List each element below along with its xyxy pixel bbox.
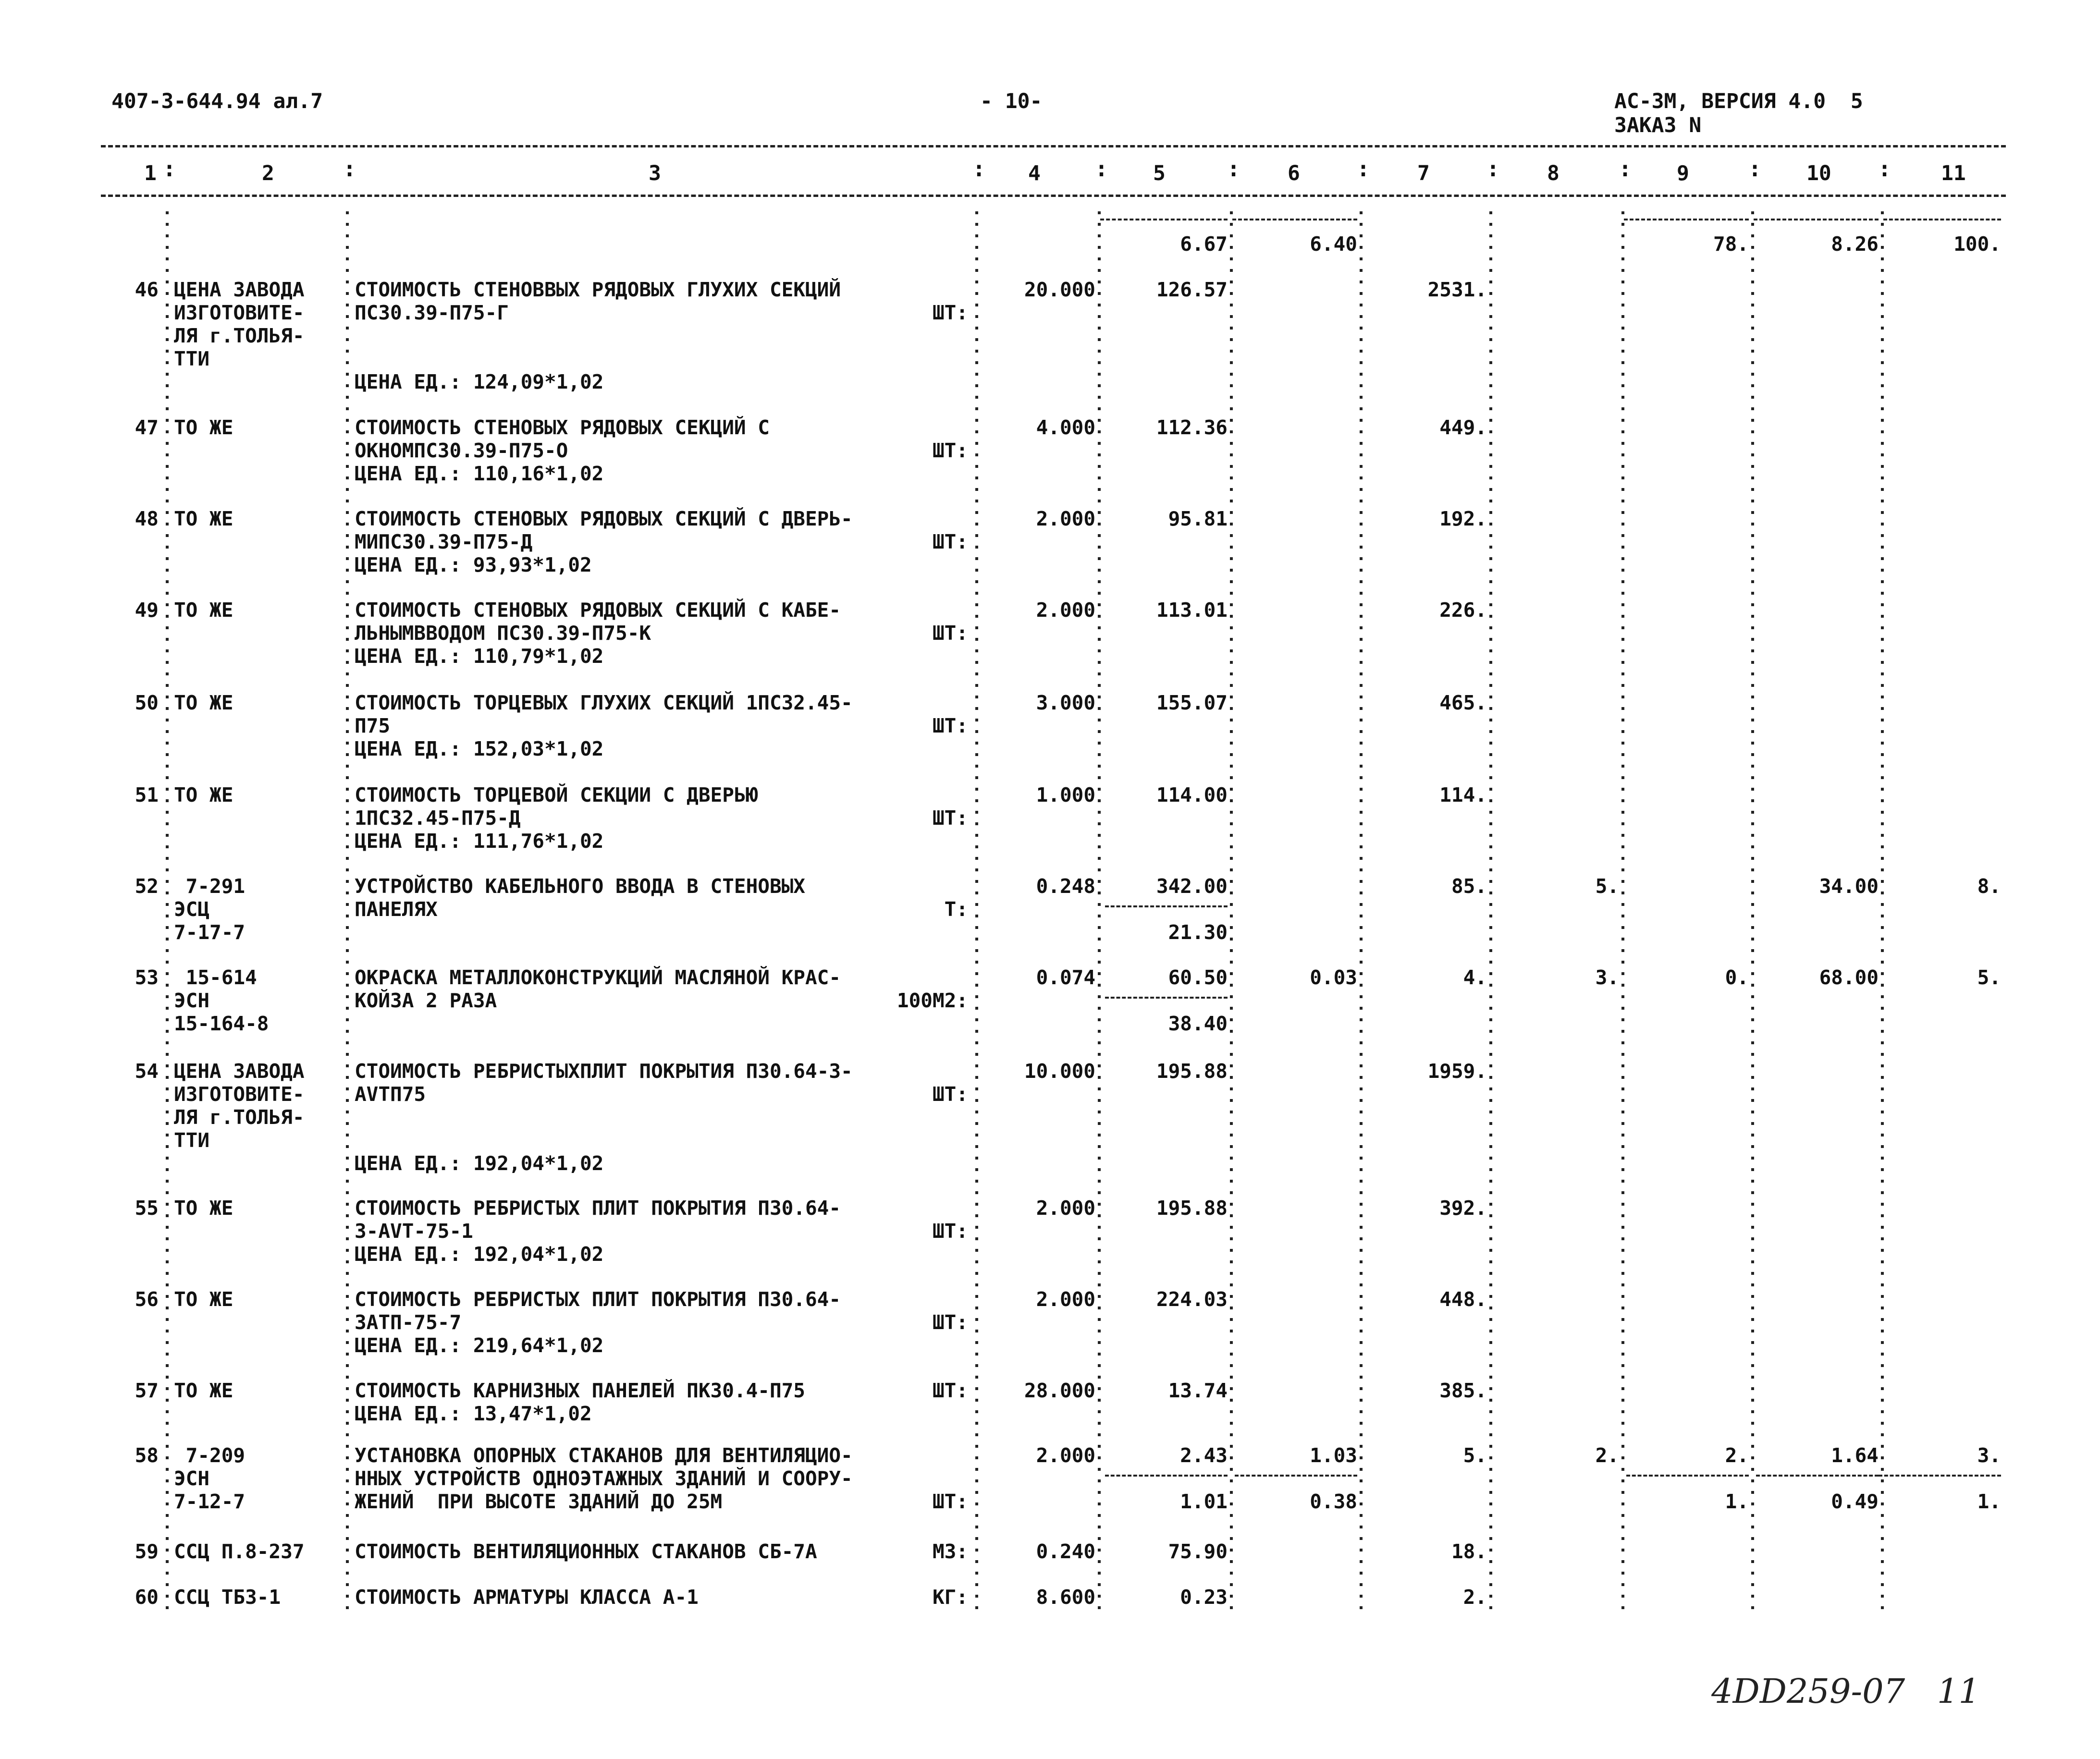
subtotal-divider: [1105, 905, 1228, 907]
row-description-line: МИПС30.39-П75-Д: [355, 530, 533, 553]
column-header: 11: [1941, 161, 1966, 185]
row-value-c5: 112.36: [1156, 416, 1228, 439]
row-code-line: 15-164-8: [174, 1012, 269, 1035]
row-value-qty: 10.000: [1024, 1060, 1095, 1083]
row-value-c9: 2.: [1725, 1444, 1749, 1467]
row-description-line: ЖЕНИЙ ПРИ ВЫСОТЕ ЗДАНИЙ ДО 25М: [355, 1490, 723, 1513]
row-description-line: СТОИМОСТЬ КАРНИЗНЫХ ПАНЕЛЕЙ ПК30.4-П75: [355, 1379, 805, 1402]
row-value-qty: 2.000: [1036, 1444, 1095, 1467]
row-value-c7: 5.: [1463, 1444, 1487, 1467]
column-separator-line: [166, 211, 169, 1609]
row-description-line: ОКНОМПС30.39-П75-О: [355, 439, 568, 462]
row-number: 47: [135, 416, 159, 439]
column-separator-line: [975, 211, 978, 1609]
row-value-qty: 8.600: [1036, 1586, 1095, 1609]
column-separator-line: [1489, 211, 1492, 1609]
column-header-separator: :: [1878, 156, 1891, 182]
row-unit: М3:: [932, 1540, 968, 1563]
subtotal-divider: [1756, 1475, 1879, 1477]
row-value-c7: 2531.: [1427, 278, 1487, 301]
row-unit: ШТ:: [932, 714, 968, 737]
row-value-qty: 0.074: [1036, 966, 1095, 989]
row-code-line: ТО ЖЕ: [174, 1379, 233, 1402]
row-code-line: ЭСЦ: [174, 898, 210, 921]
column-header-separator: :: [1748, 156, 1762, 182]
row-number: 46: [135, 278, 159, 301]
row-description-line: 3АТП-75-7: [355, 1311, 462, 1334]
subtotal-divider: [1624, 219, 1749, 220]
row-description-line: СТОИМОСТЬ ВЕНТИЛЯЦИОННЫХ СТАКАНОВ СБ-7А: [355, 1540, 817, 1563]
row-unit: КГ:: [932, 1586, 968, 1609]
row-value-c5: 155.07: [1156, 691, 1228, 714]
row-code-line: ТО ЖЕ: [174, 1197, 233, 1220]
subtotal-divider: [1232, 219, 1357, 220]
row-code-line: ЭСН: [174, 989, 210, 1012]
carry-total: 6.40: [1310, 232, 1357, 256]
row-value-c5: 195.88: [1156, 1197, 1228, 1220]
row-code-line: ТО ЖЕ: [174, 783, 233, 806]
row-code-line: ЦЕНА ЗАВОДА: [174, 1060, 305, 1083]
row-unit: ШТ:: [932, 1490, 968, 1513]
row-value-c5b: 38.40: [1168, 1012, 1228, 1035]
row-value-c5b: 1.01: [1180, 1490, 1228, 1513]
row-number: 54: [135, 1060, 159, 1083]
row-description-line: СТОИМОСТЬ СТЕНОВЫХ РЯДОВЫХ СЕКЦИЙ С КАБЕ-: [355, 599, 841, 622]
row-price-note: ЦЕНА ЕД.: 219,64*1,02: [355, 1334, 604, 1357]
row-value-c5: 126.57: [1156, 278, 1228, 301]
row-value-c8: 3.: [1595, 966, 1619, 989]
row-value-c7: 85.: [1451, 875, 1487, 898]
row-price-note: ЦЕНА ЕД.: 13,47*1,02: [355, 1402, 592, 1425]
column-header-separator: :: [972, 156, 986, 182]
header-rule-bottom: [101, 195, 2006, 197]
carry-total: 100.: [1953, 232, 2001, 256]
row-value-c5: 195.88: [1156, 1060, 1228, 1083]
column-header-separator: :: [1486, 156, 1500, 182]
row-price-note: ЦЕНА ЕД.: 110,79*1,02: [355, 645, 604, 668]
column-separator-line: [1098, 211, 1101, 1609]
row-code-line: ССЦ ТБ3-1: [174, 1586, 281, 1609]
row-code-line: ЦЕНА ЗАВОДА: [174, 278, 305, 301]
column-header: 3: [649, 161, 661, 185]
column-header-separator: :: [1619, 156, 1632, 182]
column-header: 8: [1547, 161, 1560, 185]
row-number: 48: [135, 507, 159, 530]
row-value-c5: 342.00: [1156, 875, 1228, 898]
row-code-line: ТО ЖЕ: [174, 1288, 233, 1311]
row-code-line: ТО ЖЕ: [174, 416, 233, 439]
row-number: 60: [135, 1586, 159, 1609]
row-value-c6b: 0.38: [1310, 1490, 1357, 1513]
column-separator-line: [1751, 211, 1754, 1609]
row-code-line: 7-12-7: [174, 1490, 246, 1513]
handwritten-signature: 4DD259-07 11: [1711, 1672, 1980, 1711]
row-value-c7: 1959.: [1427, 1060, 1487, 1083]
column-header-separator: :: [163, 156, 176, 182]
order-number: ЗАКАЗ N: [1614, 113, 1702, 137]
row-value-qty: 2.000: [1036, 507, 1095, 530]
row-code-line: ЛЯ г.ТОЛЬЯ-: [174, 324, 305, 347]
row-number: 51: [135, 783, 159, 806]
row-description-line: ЛЬНЫМВВОДОМ ПС30.39-П75-К: [355, 622, 651, 645]
row-value-c5: 95.81: [1168, 507, 1228, 530]
row-price-note: ЦЕНА ЕД.: 124,09*1,02: [355, 370, 604, 393]
row-description-line: СТОИМОСТЬ РЕБРИСТЫХ ПЛИТ ПОКРЫТИЯ П30.64-: [355, 1197, 841, 1220]
row-value-c7: 192.: [1439, 507, 1487, 530]
column-header: 6: [1288, 161, 1300, 185]
row-value-c7: 4.: [1463, 966, 1487, 989]
header-rule-top: [101, 145, 2006, 147]
row-value-c5: 114.00: [1156, 783, 1228, 806]
row-unit: 100М2:: [896, 989, 968, 1012]
row-value-c7: 385.: [1439, 1379, 1487, 1402]
row-value-c10b: 0.49: [1831, 1490, 1879, 1513]
column-separator-line: [1230, 211, 1233, 1609]
column-header-separator: :: [343, 156, 356, 182]
row-code-line: ТО ЖЕ: [174, 507, 233, 530]
row-number: 55: [135, 1197, 159, 1220]
row-number: 57: [135, 1379, 159, 1402]
row-value-c6: 1.03: [1310, 1444, 1357, 1467]
column-header: 7: [1417, 161, 1430, 185]
row-value-c11b: 1.: [1977, 1490, 2001, 1513]
column-header-separator: :: [1227, 156, 1240, 182]
row-unit: ШТ:: [932, 530, 968, 553]
row-price-note: ЦЕНА ЕД.: 93,93*1,02: [355, 553, 592, 576]
row-description-line: УСТРОЙСТВО КАБЕЛЬНОГО ВВОДА В СТЕНОВЫХ: [355, 875, 805, 898]
row-description-line: ПС30.39-П75-Г: [355, 301, 509, 324]
row-number: 53: [135, 966, 159, 989]
row-value-c5b: 21.30: [1168, 921, 1228, 944]
row-number: 56: [135, 1288, 159, 1311]
row-description-line: СТОИМОСТЬ СТЕНОВЫХ РЯДОВЫХ СЕКЦИЙ С ДВЕРЬ-: [355, 507, 853, 530]
column-header: 10: [1806, 161, 1831, 185]
row-value-qty: 2.000: [1036, 1288, 1095, 1311]
row-code-line: ТТИ: [174, 1129, 210, 1152]
row-value-c10: 68.00: [1819, 966, 1879, 989]
row-value-c9b: 1.: [1725, 1490, 1749, 1513]
subtotal-divider: [1626, 1475, 1749, 1477]
row-value-c10: 1.64: [1831, 1444, 1879, 1467]
row-price-note: ЦЕНА ЕД.: 152,03*1,02: [355, 737, 604, 760]
row-value-qty: 1.000: [1036, 783, 1095, 806]
subtotal-divider: [1879, 1475, 2001, 1477]
row-code-line: ТТИ: [174, 347, 210, 370]
row-value-c8: 5.: [1595, 875, 1619, 898]
subtotal-divider: [1105, 997, 1228, 999]
row-description-line: ННЫХ УСТРОЙСТВ ОДНОЭТАЖНЫХ ЗДАНИЙ И СООРУ-: [355, 1467, 853, 1490]
row-unit: ШТ:: [932, 1379, 968, 1402]
row-code-line: 15-614: [174, 966, 257, 989]
column-separator-line: [346, 211, 349, 1609]
row-value-c5: 0.23: [1180, 1586, 1228, 1609]
row-number: 59: [135, 1540, 159, 1563]
row-value-c5: 113.01: [1156, 599, 1228, 622]
column-separator-line: [1621, 211, 1624, 1609]
row-description-line: AVTП75: [355, 1083, 426, 1106]
row-code-line: 7-209: [174, 1444, 246, 1467]
row-price-note: ЦЕНА ЕД.: 110,16*1,02: [355, 462, 604, 485]
row-code-line: ТО ЖЕ: [174, 599, 233, 622]
row-unit: ШТ:: [932, 622, 968, 645]
row-value-c7: 226.: [1439, 599, 1487, 622]
program-version: АС-3М, ВЕРСИЯ 4.0 5: [1614, 89, 1863, 113]
column-separator-line: [1881, 211, 1884, 1609]
column-header: 4: [1028, 161, 1041, 185]
row-description-line: 3-AVT-75-1: [355, 1220, 473, 1243]
row-description-line: СТОИМОСТЬ ТОРЦЕВЫХ ГЛУХИХ СЕКЦИЙ 1ПС32.45-: [355, 691, 853, 714]
row-code-line: ИЗГОТОВИТЕ-: [174, 1083, 305, 1106]
row-value-qty: 3.000: [1036, 691, 1095, 714]
row-value-c7: 465.: [1439, 691, 1487, 714]
row-description-line: УСТАНОВКА ОПОРНЫХ СТАКАНОВ ДЛЯ ВЕНТИЛЯЦИО-: [355, 1444, 853, 1467]
row-value-c7: 449.: [1439, 416, 1487, 439]
row-value-c7: 114.: [1439, 783, 1487, 806]
row-code-line: ЭСН: [174, 1467, 210, 1490]
column-header-separator: :: [1095, 156, 1108, 182]
row-value-c7: 448.: [1439, 1288, 1487, 1311]
row-number: 50: [135, 691, 159, 714]
row-description-line: СТОИМОСТЬ СТЕНОВВЫХ РЯДОВЫХ ГЛУХИХ СЕКЦИЙ: [355, 278, 841, 301]
row-number: 49: [135, 599, 159, 622]
row-code-line: ЛЯ г.ТОЛЬЯ-: [174, 1106, 305, 1129]
row-description-line: СТОИМОСТЬ ТОРЦЕВОЙ СЕКЦИИ С ДВЕРЬЮ: [355, 783, 758, 806]
row-value-c5: 13.74: [1168, 1379, 1228, 1402]
row-description-line: СТОИМОСТЬ РЕБРИСТЫХ ПЛИТ ПОКРЫТИЯ П30.64-: [355, 1288, 841, 1311]
row-value-qty: 2.000: [1036, 599, 1095, 622]
row-value-qty: 28.000: [1024, 1379, 1095, 1402]
subtotal-divider: [1235, 1475, 1357, 1477]
row-description-line: СТОИМОСТЬ СТЕНОВЫХ РЯДОВЫХ СЕКЦИЙ С: [355, 416, 770, 439]
carry-total: 8.26: [1831, 232, 1879, 256]
row-value-qty: 0.240: [1036, 1540, 1095, 1563]
row-description-line: 1ПС32.45-П75-Д: [355, 806, 521, 830]
document-code: 407-3-644.94 ал.7: [111, 89, 323, 113]
carry-total: 78.: [1713, 232, 1749, 256]
column-header-separator: :: [1357, 156, 1370, 182]
row-code-line: 7-291: [174, 875, 246, 898]
row-code-line: ИЗГОТОВИТЕ-: [174, 301, 305, 324]
row-price-note: ЦЕНА ЕД.: 111,76*1,02: [355, 830, 604, 853]
subtotal-divider: [1105, 1475, 1228, 1477]
row-value-c6: 0.03: [1310, 966, 1357, 989]
row-value-c10: 34.00: [1819, 875, 1879, 898]
row-value-c5: 60.50: [1168, 966, 1228, 989]
row-value-c7: 2.: [1463, 1586, 1487, 1609]
row-unit: Т:: [944, 898, 968, 921]
row-value-c8: 2.: [1595, 1444, 1619, 1467]
row-value-qty: 0.248: [1036, 875, 1095, 898]
row-unit: ШТ:: [932, 1083, 968, 1106]
column-separator-line: [1360, 211, 1363, 1609]
row-unit: ШТ:: [932, 439, 968, 462]
carry-total: 6.67: [1180, 232, 1228, 256]
subtotal-divider: [1754, 219, 1879, 220]
row-price-note: ЦЕНА ЕД.: 192,04*1,02: [355, 1243, 604, 1266]
row-value-c11: 8.: [1977, 875, 2001, 898]
column-header: 5: [1153, 161, 1166, 185]
row-description-line: П75: [355, 714, 391, 737]
row-value-c7: 18.: [1451, 1540, 1487, 1563]
page-number: - 10-: [980, 89, 1043, 113]
row-value-c7: 392.: [1439, 1197, 1487, 1220]
row-value-qty: 4.000: [1036, 416, 1095, 439]
column-header: 9: [1677, 161, 1689, 185]
row-description-line: СТОИМОСТЬ РЕБРИСТЫХПЛИТ ПОКРЫТИЯ П30.64-3-: [355, 1060, 853, 1083]
row-unit: ШТ:: [932, 806, 968, 830]
row-value-c5: 224.03: [1156, 1288, 1228, 1311]
row-price-note: ЦЕНА ЕД.: 192,04*1,02: [355, 1152, 604, 1175]
row-description-line: ПАНЕЛЯХ: [355, 898, 438, 921]
column-header: 2: [262, 161, 274, 185]
column-header: 1: [144, 161, 157, 185]
row-value-qty: 20.000: [1024, 278, 1095, 301]
row-value-c11: 3.: [1977, 1444, 2001, 1467]
row-description-line: КОЙЗА 2 РАЗА: [355, 989, 497, 1012]
subtotal-divider: [1100, 219, 1228, 220]
row-description-line: ОКРАСКА МЕТАЛЛОКОНСТРУКЦИЙ МАСЛЯНОЙ КРАС-: [355, 966, 841, 989]
subtotal-divider: [1883, 219, 2001, 220]
row-number: 58: [135, 1444, 159, 1467]
row-description-line: СТОИМОСТЬ АРМАТУРЫ КЛАССА А-1: [355, 1586, 699, 1609]
row-value-c5: 75.90: [1168, 1540, 1228, 1563]
row-number: 52: [135, 875, 159, 898]
row-unit: ШТ:: [932, 1220, 968, 1243]
row-value-c11: 5.: [1977, 966, 2001, 989]
row-value-qty: 2.000: [1036, 1197, 1095, 1220]
row-code-line: ССЦ П.8-237: [174, 1540, 305, 1563]
row-value-c9: 0.: [1725, 966, 1749, 989]
row-unit: ШТ:: [932, 301, 968, 324]
row-code-line: ТО ЖЕ: [174, 691, 233, 714]
row-unit: ШТ:: [932, 1311, 968, 1334]
row-code-line: 7-17-7: [174, 921, 246, 944]
row-value-c5: 2.43: [1180, 1444, 1228, 1467]
